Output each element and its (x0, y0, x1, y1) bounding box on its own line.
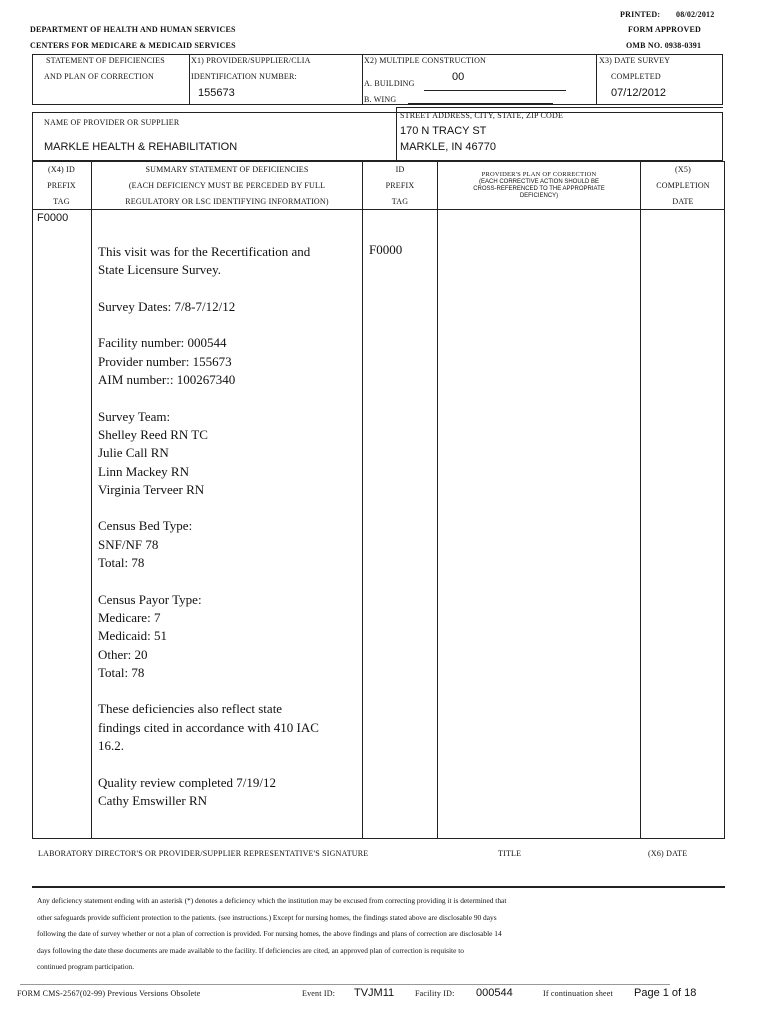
summary-line: AIM number:: 100267340 (98, 372, 236, 388)
provider-label: NAME OF PROVIDER OR SUPPLIER (44, 118, 180, 127)
summary-line: These deficiencies also reflect state (98, 701, 283, 717)
col-plan-line2: (EACH CORRECTIVE ACTION SHOULD BE (478, 179, 600, 185)
col-x4-line3: TAG (53, 197, 70, 206)
disclaimer-line: days following the date these documents are made available to the facility. If deficiencies are cited, an approved plan of correction is requisite to (37, 945, 464, 955)
signature-label: LABORATORY DIRECTOR'S OR PROVIDER/SUPPLIER REPRESENTATIVE'S SIGNATURE (38, 849, 369, 858)
statement-line1: STATEMENT OF DEFICIENCIES (46, 56, 165, 65)
col-id-line1: ID (395, 165, 405, 174)
address-line1: 170 N TRACY ST (400, 125, 487, 137)
summary-line: Total: 78 (98, 555, 145, 571)
x2-title: X2) MULTIPLE CONSTRUCTION (364, 56, 487, 65)
printed-label: PRINTED: (620, 10, 661, 19)
summary-line: Survey Dates: 7/8-7/12/12 (98, 298, 236, 314)
col-x5-line1: (X5) (675, 165, 691, 174)
statement-line2: AND PLAN OF CORRECTION (44, 72, 154, 81)
disclaimer-line: continued program participation. (37, 962, 135, 971)
address-line2: MARKLE, IN 46770 (400, 141, 496, 153)
summary-line: findings cited in accordance with 410 IAC (98, 719, 319, 735)
summary-line: Survey Team: (98, 408, 171, 424)
disclaimer-line: Any deficiency statement ending with an asterisk (*) denotes a deficiency which the institution may be excused from correcting providing it is determined that (37, 896, 507, 905)
omb-number: OMB NO. 0938-0391 (626, 41, 702, 50)
left-tag: F0000 (37, 212, 69, 224)
right-tag: F0000 (369, 242, 403, 257)
survey-date-value: 07/12/2012 (611, 87, 667, 99)
col-x4-line1: (X4) ID (48, 165, 75, 174)
x3-line1: X3) DATE SURVEY (599, 56, 671, 65)
col-x5-line2: COMPLETION (656, 181, 710, 190)
col-summary-line2: (EACH DEFICIENCY MUST BE PERCEDED BY FULL (128, 181, 326, 190)
x1-line1: X1) PROVIDER/SUPPLIER/CLIA (191, 56, 311, 65)
form-approved: FORM APPROVED (628, 25, 702, 34)
col-id-line3: TAG (391, 197, 409, 206)
col-plan-line3: CROSS-REFERENCED TO THE APPROPRIATE (473, 186, 605, 192)
form-number: FORM CMS-2567(02-99) Previous Versions Obsolete (17, 989, 201, 998)
col-summary-line1: SUMMARY STATEMENT OF DEFICIENCIES (145, 165, 309, 174)
summary-line: Shelley Reed RN TC (98, 426, 208, 442)
x3-line2: COMPLETED (611, 72, 661, 81)
summary-line: Julie Call RN (98, 445, 169, 461)
summary-line: SNF/NF 78 (98, 536, 159, 552)
summary-line: Total: 78 (98, 664, 145, 680)
building-value: 00 (452, 71, 465, 83)
summary-line: Medicaid: 51 (98, 628, 167, 644)
provider-name-value: MARKLE HEALTH & REHABILITATION (44, 141, 238, 153)
x6-date-label: (X6) DATE (648, 849, 688, 858)
summary-line: Medicare: 7 (98, 609, 161, 625)
provider-id-value: 155673 (198, 87, 235, 99)
summary-line: 16.2. (98, 738, 124, 754)
disclaimer-line: following the date of survey whether or not a plan of correction is provided. For nursing homes, the above findings and plans of correction are disclosable 14 (37, 929, 502, 938)
agency-line2: CENTERS FOR MEDICARE & MEDICAID SERVICES (30, 41, 236, 50)
summary-line: Quality review completed 7/19/12 (98, 774, 276, 790)
col-plan-line4: DEFICIENCY) (519, 193, 559, 199)
address-label: STREET ADDRESS, CITY, STATE, ZIP CODE (400, 111, 564, 120)
summary-line: Linn Mackey RN (98, 463, 189, 479)
col-id-line2: PREFIX (385, 181, 415, 190)
summary-line: Virginia Terveer RN (98, 481, 205, 497)
page-number: Page 1 of 18 (634, 987, 697, 999)
agency-line1: DEPARTMENT OF HEALTH AND HUMAN SERVICES (30, 25, 236, 34)
col-summary-line3: REGULATORY OR LSC IDENTIFYING INFORMATION) (125, 197, 329, 206)
facility-id-label: Facility ID: (415, 989, 455, 998)
summary-statement (98, 243, 360, 810)
disclaimer (37, 893, 617, 976)
col-plan-line1: PROVIDER'S PLAN OF CORRECTION (481, 171, 597, 178)
facility-id-value: 000544 (476, 987, 513, 999)
summary-line: Census Bed Type: (98, 518, 193, 534)
disclaimer-line: other safeguards provide sufficient protection to the patients. (see instructions.) Except for nursing homes, the findings stated above are disclosable 90 days (37, 912, 497, 922)
wing-label: B. WING (364, 95, 397, 104)
x1-line2: IDENTIFICATION NUMBER: (191, 72, 297, 81)
summary-line: State Licensure Survey. (98, 262, 221, 278)
building-label: A. BUILDING (364, 79, 415, 88)
col-x4-line2: PREFIX (47, 181, 76, 190)
summary-line: Cathy Emswiller RN (98, 792, 208, 808)
summary-line: Other: 20 (98, 646, 148, 662)
printed-date: 08/02/2012 (676, 10, 715, 19)
event-id-value: TVJM11 (354, 987, 395, 999)
continuation-label: If continuation sheet (543, 989, 613, 998)
col-x5-line3: DATE (672, 197, 694, 206)
summary-line: This visit was for the Recertification and (98, 244, 311, 259)
summary-line: Facility number: 000544 (98, 335, 227, 351)
title-label: TITLE (498, 849, 522, 858)
summary-line: Provider number: 155673 (98, 353, 232, 369)
summary-line: Census Payor Type: (98, 591, 202, 607)
event-id-label: Event ID: (302, 989, 336, 998)
